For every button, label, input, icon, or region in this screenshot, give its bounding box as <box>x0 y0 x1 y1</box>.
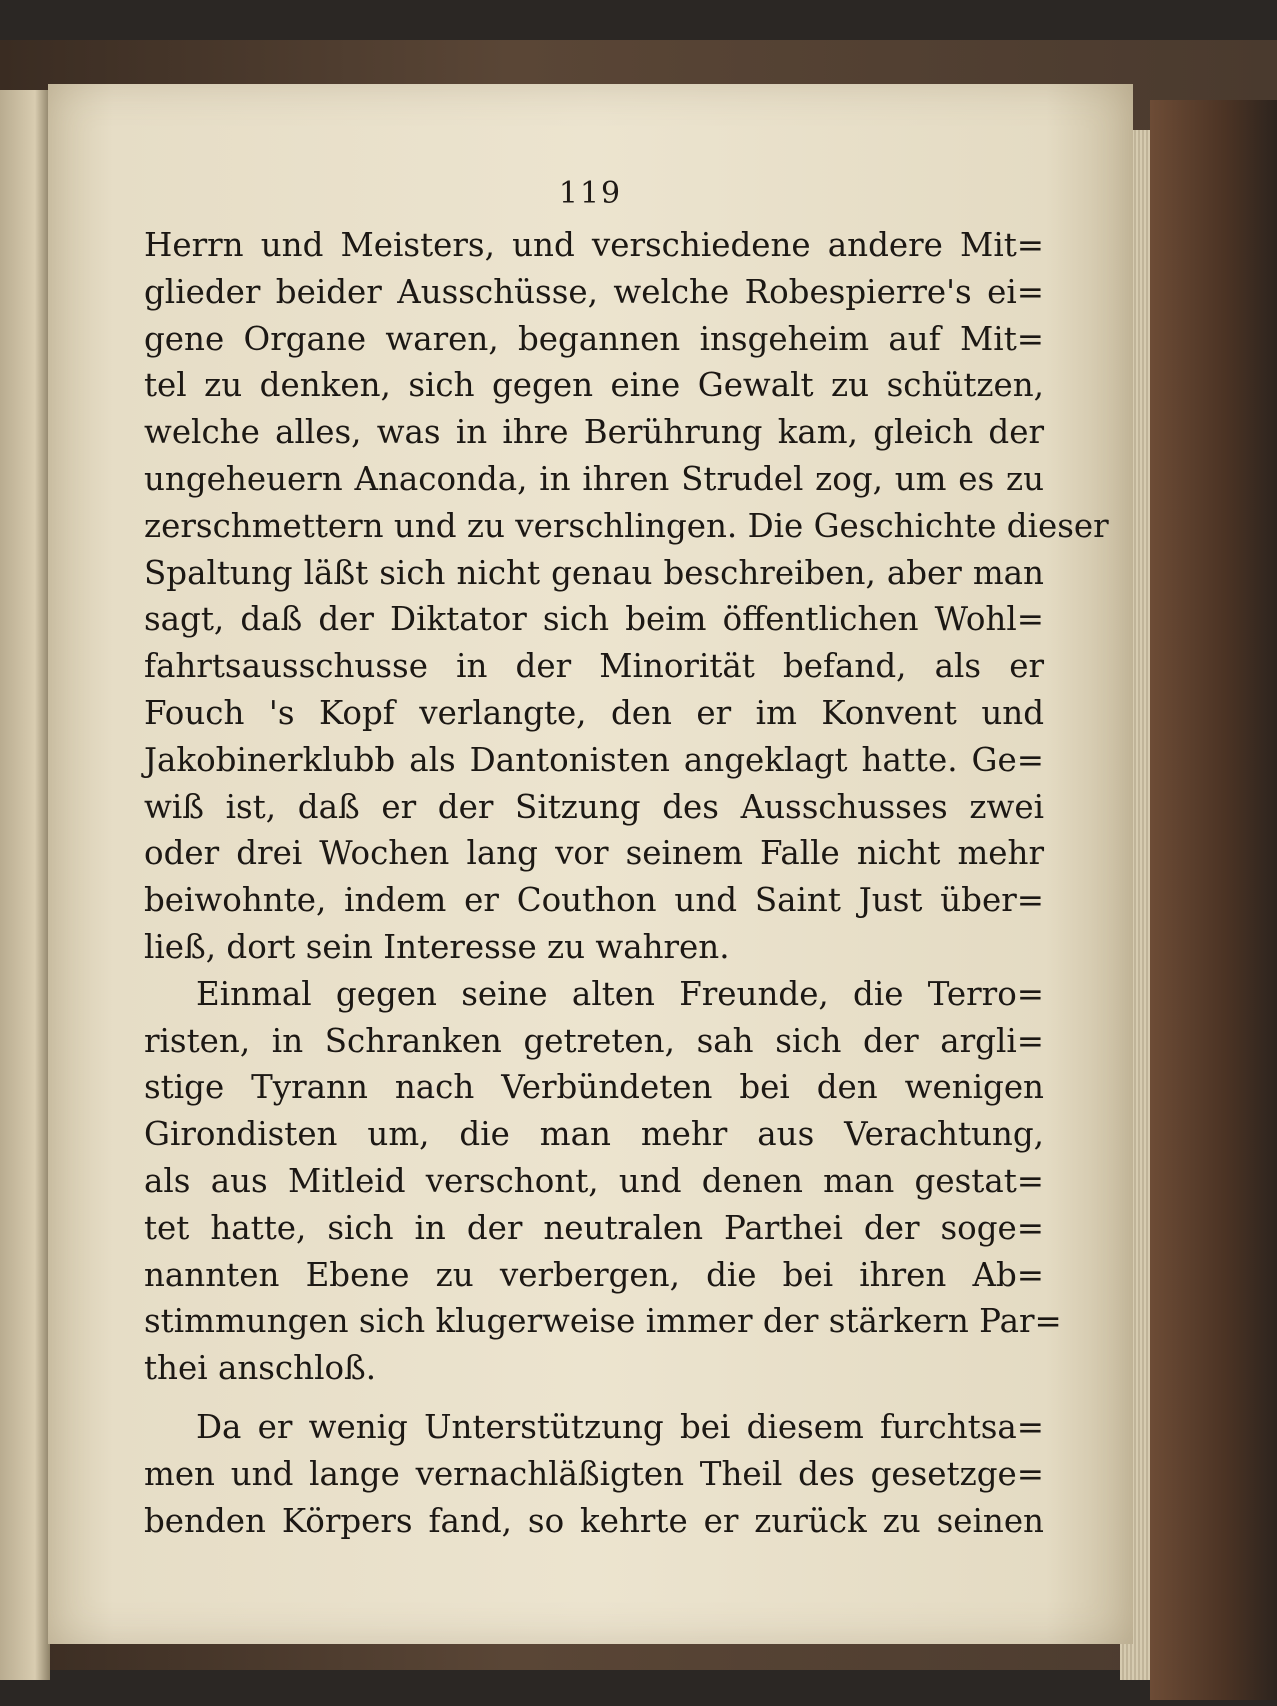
text-line: stige Tyrann nach Verbündeten bei den wenigen <box>144 1068 1044 1107</box>
text-line: Spaltung läßt sich nicht genau beschreiben, aber man <box>144 553 1044 592</box>
page-number: 119 <box>558 176 623 211</box>
text-line: wiß ist, daß er der Sitzung des Ausschusses zwei <box>144 787 1044 826</box>
text-line: welche alles, was in ihre Berührung kam, gleich der <box>144 413 1044 452</box>
text-line: glieder beider Ausschüsse, welche Robespierre's ei= <box>144 272 1044 311</box>
text-line: Einmal gegen seine alten Freunde, die Terro= <box>196 974 1044 1013</box>
text-line: Girondisten um, die man mehr aus Verachtung, <box>144 1115 1044 1154</box>
page-text <box>144 222 1109 1544</box>
text-line: Fouch 's Kopf verlangte, den er im Konvent und <box>144 693 1044 732</box>
book-cover-edge <box>1150 100 1277 1700</box>
text-line: tel zu denken, sich gegen eine Gewalt zu schützen, <box>144 366 1044 405</box>
text-line: oder drei Wochen lang vor seinem Falle nicht mehr <box>144 834 1044 873</box>
facing-page-edge <box>0 90 50 1680</box>
text-line: Herrn und Meisters, und verschiedene andere Mit= <box>144 226 1044 264</box>
text-line: nannten Ebene zu verbergen, die bei ihren Ab= <box>144 1255 1044 1294</box>
text-line: ließ, dort sein Interesse zu wahren. <box>144 927 730 966</box>
text-line: beiwohnte, indem er Couthon und Saint Just über= <box>144 881 1044 920</box>
book-page <box>48 84 1133 1644</box>
paragraph <box>144 222 1109 971</box>
text-line: als aus Mitleid verschont, und denen man gestat= <box>144 1161 1044 1200</box>
text-line: ungeheuern Anaconda, in ihren Strudel zog, um es zu <box>144 459 1044 498</box>
text-line: Jakobinerklubb als Dantonisten angeklagt hatte. Ge= <box>144 740 1044 779</box>
text-line: sagt, daß der Diktator sich beim öffentlichen Wohl= <box>144 600 1044 639</box>
text-line: Da er wenig Unterstützung bei diesem furchtsa= <box>196 1407 1044 1446</box>
text-line: tet hatte, sich in der neutralen Parthei der soge= <box>144 1208 1044 1247</box>
text-line: stimmungen sich klugerweise immer der stärkern Par= <box>144 1302 1062 1341</box>
text-line: risten, in Schranken getreten, sah sich der argli= <box>144 1021 1044 1060</box>
paragraph <box>144 971 1062 1392</box>
text-line: thei anschloß. <box>144 1349 377 1388</box>
text-line: benden Körpers fand, so kehrte er zurück zu seinen <box>144 1501 1044 1540</box>
text-line: zerschmettern und zu verschlingen. Die Geschichte dieser <box>144 506 1109 545</box>
text-line: fahrtsausschusse in der Minorität befand, als er <box>144 647 1044 686</box>
text-line: gene Organe waren, begannen insgeheim auf Mit= <box>144 319 1044 358</box>
text-line: men und lange vernachläßigten Theil des gesetzge= <box>144 1454 1044 1493</box>
paragraph <box>144 1404 1044 1544</box>
